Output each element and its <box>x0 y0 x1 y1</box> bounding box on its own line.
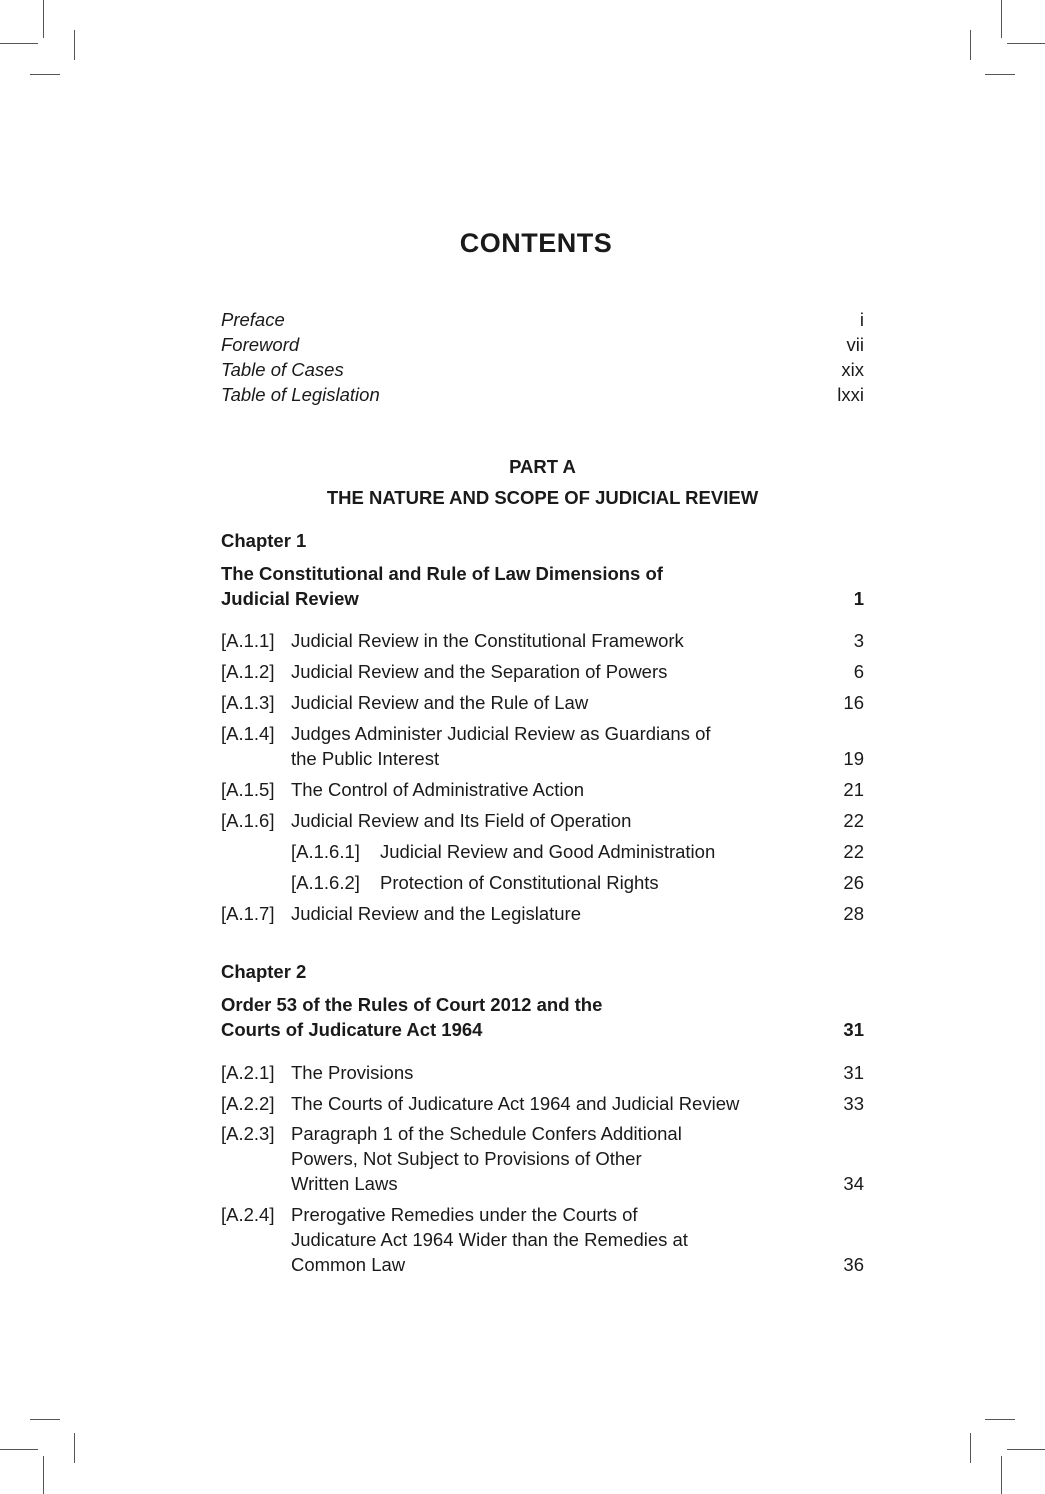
chapter-title: Order 53 of the Rules of Court 2012 and the Courts of Judicature Act 1964 <box>221 994 603 1040</box>
front-matter-label: Preface <box>221 309 285 330</box>
chapter-page: 31 <box>843 1019 864 1040</box>
chapter-heading[interactable] <box>221 561 864 611</box>
entry-number: [A.1.4] <box>221 723 275 744</box>
toc-subentry[interactable] <box>221 870 864 895</box>
front-matter-row[interactable] <box>221 334 864 359</box>
toc-entry[interactable] <box>221 1121 864 1196</box>
entry-number: [A.1.7] <box>221 903 275 924</box>
entry-page: 19 <box>843 748 864 769</box>
front-matter-label: Foreword <box>221 334 300 355</box>
entry-number: [A.2.4] <box>221 1204 275 1225</box>
entry-number: [A.1.6] <box>221 810 275 831</box>
entry-number: [A.2.2] <box>221 1093 275 1114</box>
toc-entry[interactable] <box>221 721 864 771</box>
toc-entry[interactable] <box>221 659 864 684</box>
toc-entry[interactable] <box>221 1091 864 1116</box>
entry-page: 28 <box>843 903 864 924</box>
toc-entry[interactable] <box>221 777 864 802</box>
entry-title: The Provisions <box>291 1062 414 1083</box>
toc-entry[interactable] <box>221 1060 864 1085</box>
chapter-title: The Constitutional and Rule of Law Dimensions of Judicial Review <box>221 563 663 609</box>
entry-page: 6 <box>853 661 864 682</box>
toc-entry[interactable] <box>221 690 864 715</box>
entry-page: 36 <box>843 1254 864 1275</box>
entry-number: [A.2.1] <box>221 1062 275 1083</box>
entry-page: 22 <box>843 841 864 862</box>
entry-title: The Courts of Judicature Act 1964 and Judicial Review <box>291 1093 740 1114</box>
entry-number: [A.1.1] <box>221 630 275 651</box>
front-matter-page: vii <box>846 334 864 355</box>
front-matter-label: Table of Legislation <box>221 384 380 405</box>
entry-page: 31 <box>843 1062 864 1083</box>
entry-title: Judicial Review and the Separation of Powers <box>291 661 668 682</box>
toc-entry[interactable] <box>221 1202 864 1277</box>
entry-number: [A.2.3] <box>221 1123 275 1144</box>
entry-number: [A.1.6.2] <box>291 872 360 893</box>
entry-number: [A.1.6.1] <box>291 841 360 862</box>
page-title: CONTENTS <box>459 228 613 258</box>
entry-page: 33 <box>843 1093 864 1114</box>
chapter-heading[interactable] <box>221 992 864 1042</box>
chapter-page: 1 <box>853 588 864 609</box>
toc-entry[interactable] <box>221 901 864 926</box>
entry-page: 3 <box>853 630 864 651</box>
toc-subentry[interactable] <box>221 839 864 864</box>
entry-number: [A.1.5] <box>221 779 275 800</box>
entry-title: Judges Administer Judicial Review as Guardians of the Public Interest <box>291 723 711 769</box>
entry-page: 16 <box>843 692 864 713</box>
entry-title: Protection of Constitutional Rights <box>380 872 659 893</box>
toc-entry[interactable] <box>221 808 864 833</box>
entry-title: The Control of Administrative Action <box>291 779 585 800</box>
entry-title: Prerogative Remedies under the Courts of Judicature Act 1964 Wider than the Remedies at Common Law <box>291 1204 688 1275</box>
front-matter-row[interactable] <box>221 384 864 409</box>
entry-title: Judicial Review and Good Administration <box>380 841 716 862</box>
entry-title: Paragraph 1 of the Schedule Confers Additional Powers, Not Subject to Provisions of Other Written Laws <box>291 1123 682 1194</box>
entry-title: Judicial Review and the Rule of Law <box>291 692 589 713</box>
toc-entry[interactable] <box>221 628 864 653</box>
chapter-label: Chapter 1 <box>221 530 307 551</box>
entry-title: Judicial Review in the Constitutional Framework <box>291 630 684 651</box>
front-matter-row[interactable] <box>221 309 864 334</box>
entry-title: Judicial Review and the Legislature <box>291 903 582 924</box>
front-matter-label: Table of Cases <box>221 359 344 380</box>
entry-page: 34 <box>843 1173 864 1194</box>
entry-page: 26 <box>843 872 864 893</box>
entry-title: Judicial Review and Its Field of Operation <box>291 810 632 831</box>
part-label: PART A <box>509 456 576 477</box>
front-matter-page: i <box>859 309 864 330</box>
entry-page: 21 <box>843 779 864 800</box>
part-title: THE NATURE AND SCOPE OF JUDICIAL REVIEW <box>326 487 759 508</box>
chapter-label: Chapter 2 <box>221 961 307 982</box>
entry-number: [A.1.2] <box>221 661 275 682</box>
entry-number: [A.1.3] <box>221 692 275 713</box>
front-matter-row[interactable] <box>221 359 864 384</box>
entry-page: 22 <box>843 810 864 831</box>
front-matter-page: xix <box>841 359 864 380</box>
front-matter-page: lxxi <box>837 384 864 405</box>
